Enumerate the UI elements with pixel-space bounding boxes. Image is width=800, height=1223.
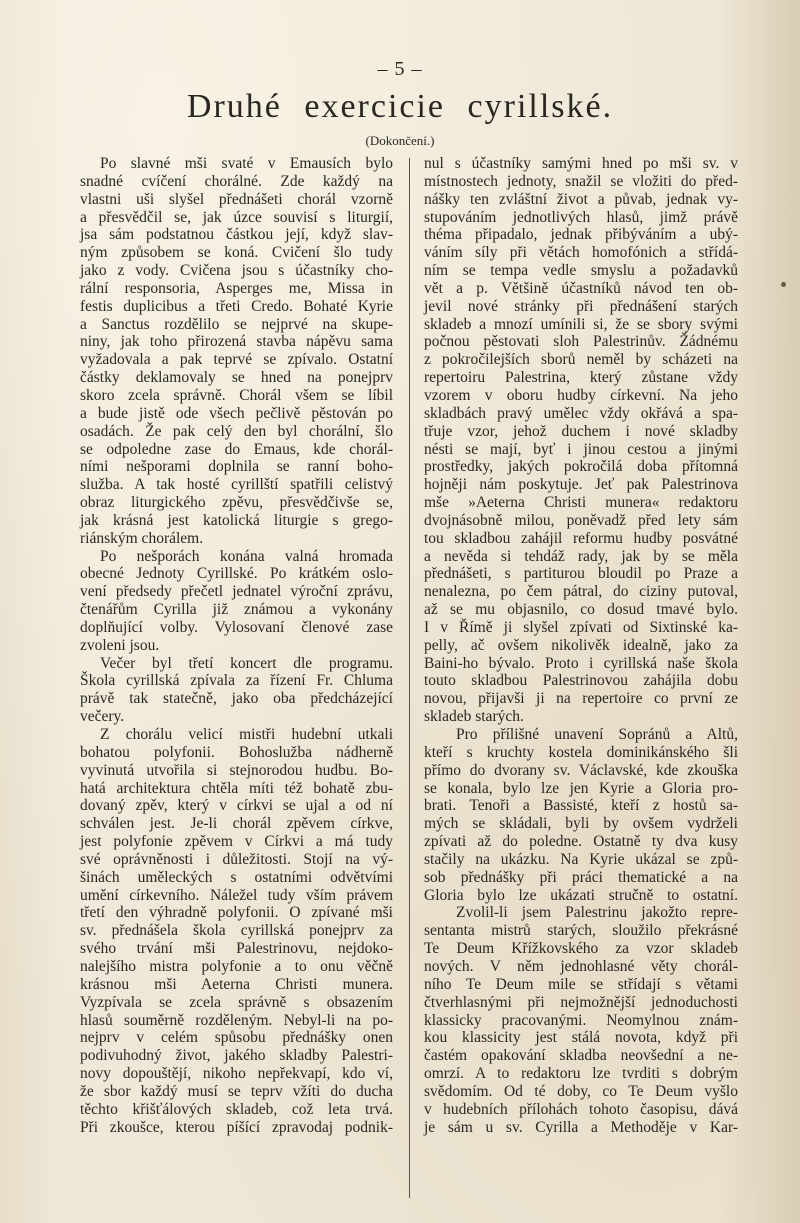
text-line: kteří s kruchty kostela dominikánského šli (424, 743, 738, 761)
text-line: brati. Tenoři a Bassisté, kteří z hostů sa- (424, 797, 738, 815)
article-title: Druhé exercicie cyrillské. (186, 88, 614, 125)
text-line: niny, jak toho přirozená stavba nápěvu sama (80, 333, 393, 351)
text-line: právě tak statečně, jako oba předcházející (80, 690, 393, 708)
text-line: počnou pěstovati sloh Palestrinův. Žádnému (424, 333, 738, 351)
text-line: prostředky, jakých pokročilá doba přítomná (424, 458, 738, 476)
text-line: Večer byl třetí koncert dle programu. (100, 654, 393, 672)
text-line: dvojnásobně milou, poněvadž před lety sám (424, 511, 738, 529)
text-line: podivuhodný život, jakého skladby Palestri- (80, 1047, 393, 1065)
text-line: nášky ten zvláštní život a půvab, jednak vy- (424, 190, 738, 208)
text-line: služba. A tak hosté cyrillští spatřili celistvý (80, 476, 393, 494)
text-line: svědomím. Od té doby, co Te Deum vyšlo (424, 1082, 738, 1100)
text-line: místnostech jednoty, snažil se vložiti do před- (424, 172, 738, 190)
text-line: je sám u sv. Cyrilla a Methoděje v Kar- (424, 1118, 738, 1136)
text-line: vzorem v oboru hudby církevní. Na jeho (424, 386, 738, 404)
text-line: svého trvání mši Palestrinovu, nejdoko- (80, 940, 393, 958)
text-line: omrzí. A to redaktoru lze tvrditi s dobrým (424, 1065, 738, 1083)
text-line: nésti se mají, byť i jinou cestou a jinými (424, 440, 738, 458)
text-line: nalejšího mistra polyfonie a to onu věčně (80, 957, 393, 975)
text-line: hatá architektura chtěla míti též bohatě zbu- (80, 779, 393, 797)
text-line: Te Deum Křížkovského za vzor skladeb (424, 940, 738, 958)
text-line: touto skladbou Palestrinovou zahájila dobu (424, 672, 738, 690)
text-line: jevil nové stránky při přednášení starých (424, 297, 738, 315)
page-number: – 5 – (377, 58, 423, 80)
text-line: se konala, bylo lze jen Kyrie a Gloria pro- (424, 779, 738, 797)
text-line: krásnou mši Aeterna Christi munera. (80, 975, 393, 993)
text-line: tou skladbou zahájil reformu hudby posvátné (424, 529, 738, 547)
text-line: repertoiru Palestrina, který zůstane vždy (424, 369, 738, 387)
text-line: třuje vzor, jehož duchem i nové skladby (424, 422, 738, 440)
text-line: sentanta mistrů starých, sloužilo překrásné (424, 922, 738, 940)
text-line: skoro zcela správně. Chorál všem se líbil (80, 386, 393, 404)
text-line: snadné cvíčení chorálné. Zde každý na (80, 172, 393, 190)
text-line: váním síly při větách homofónich a střídá- (424, 244, 738, 262)
text-line: vení předsedy přečetl jednatel výroční zprávu, (80, 583, 393, 601)
text-line: novy dopouštějí, nikoho nepřekvapí, kdo ví, (80, 1065, 393, 1083)
text-line: nejprv v celém spůsobu přednášky onen (80, 1029, 393, 1047)
text-line: Vyzpívala se zcela správně s obsazením (80, 993, 393, 1011)
column-divider (409, 158, 410, 1198)
text-line: riánským chorálem. (80, 529, 204, 547)
text-line: dovaný zpěv, který v církvi se ujal a od ní (80, 797, 393, 815)
text-line: Pro přílišné unavení Sopránů a Altů, (456, 726, 738, 743)
text-line: nul s účastníky samými hned po mši sv. v (424, 155, 738, 172)
text-line: Zvolil-li jsem Palestrinu jakožto repre- (456, 904, 738, 922)
text-line: jak krásná jest katolická liturgie s grego- (80, 511, 393, 529)
text-line: Baini-ho bývalo. Proto i cyrillská naše škola (424, 654, 738, 672)
text-line: nových. V něm jednohlasné věty chorál- (424, 957, 738, 975)
text-line: jako z vody. Cvičena jsou s účastníky cho- (80, 262, 393, 280)
text-line: skladeb starých. (424, 708, 524, 726)
text-line: osadách. Že pak celý den byl chorální, šlo (80, 422, 393, 440)
text-line: čtenářům Cyrilla již známou a vykonány (80, 601, 393, 619)
text-line: théma připadalo, jednak přibýváním a ubý- (424, 226, 738, 244)
text-line: že sbor každý musí se teprv vžíti do ducha (80, 1082, 393, 1100)
text-line: obraz liturgického zpěvu, přesvědčivše se, (80, 494, 393, 512)
text-line: přednášeti, s partiturou bloudil po Praze a (424, 565, 738, 583)
text-line: těchto křišťálových skladeb, což leta trvá. (80, 1100, 393, 1118)
text-line: vlastni uši slyšel přednášeti chorál vzorně (80, 190, 393, 208)
text-line: hlasů souměrně rozděleným. Nebyl-li na po- (80, 1011, 393, 1029)
text-line: ným způsobem se koná. Cvičení šlo tudy (80, 244, 393, 262)
text-line: a bude jistě ode všech pečlivě pěstován po (80, 404, 393, 422)
text-line: I v Římě ji slyšel zpívati od Sixtinské ka- (424, 618, 738, 636)
text-line: Při zkoušce, kterou píšící zpravodaj podnik- (80, 1118, 393, 1136)
text-line: obecné Jednoty Cyrillské. Po krátkém oslo- (80, 565, 393, 583)
text-line: nenalezna, po čem pátral, do ciziny putoval, (424, 583, 738, 601)
text-line: novou, přijavši ji na repertoire co první ze (424, 690, 738, 708)
text-line: své oprávněnosti i důležitosti. Stojí na vý- (80, 850, 393, 868)
text-line: a přesvědčil se, jak úzce souvisí s liturgií, (80, 208, 393, 226)
text-line: a nevěda si tehdáž rady, jak by se měla (424, 547, 738, 565)
text-line: skladeb a mnozí umínili si, že se sbory svými (424, 315, 738, 333)
text-line: večery. (80, 708, 125, 726)
right-column (424, 155, 738, 1136)
text-line: bohatou polyfonii. Bohoslužba nádherně (80, 743, 393, 761)
text-line: sob přednášky při práci thematické a na (424, 868, 738, 886)
text-line: v hudebních přílohách tohoto časopisu, dává (424, 1100, 738, 1118)
text-line: Po nešporách konána valná hromada (100, 547, 393, 565)
text-line: ními nešporami doplnila se ranní boho- (80, 458, 393, 476)
text-line: ním se tempa vedle smyslu a požadavků (424, 262, 738, 280)
text-line: mých se skládali, byli by ovšem vydrželi (424, 815, 738, 833)
text-line: ního Te Deum mile se střídají s větami (424, 975, 738, 993)
text-line: se odpoledne zase do Emaus, kde chorál- (80, 440, 393, 458)
text-line: častém opakování skladba neovšední a ne- (424, 1047, 738, 1065)
text-line: z pokročilejších sborů neměl by scházeti na (424, 351, 738, 369)
text-line: Gloria bylo lze ukázati stručně to ostatní. (424, 886, 738, 904)
text-line: jest polyfonie zpěvem v Církvi a má tudy (80, 833, 393, 851)
text-line: vyvinutá utvořila si stejnorodou hudbu. Bo- (80, 761, 393, 779)
text-line: mše »Aeterna Christi munera« redaktoru (424, 494, 738, 512)
text-line: zvoleni jsou. (80, 636, 160, 654)
text-line: stupováním jednotlivých hlasů, jimž právě (424, 208, 738, 226)
text-line: Škola cyrillská zpívala za řízení Fr. Chluma (80, 672, 393, 690)
ink-spot (781, 282, 786, 287)
text-line: Po slavné mši svaté v Emausích bylo (100, 155, 393, 172)
text-line: klassicky pracovanými. Neomylnou znám- (424, 1011, 738, 1029)
text-line: zpívati až do poledne. Ostatně ty dva kusy (424, 833, 738, 851)
text-line: až se mu objasnilo, co dosud tmavé bylo. (424, 601, 738, 619)
text-line: částky deklamovaly se hned na ponejprv (80, 369, 393, 387)
text-line: doplňující volby. Vylosovaní členové zase (80, 618, 393, 636)
text-line: pelly, ač ovšem nikolivěk idealně, jako za (424, 636, 738, 654)
text-line: umění církevního. Náležel tudy vším právem (80, 886, 393, 904)
text-line: Z chorálu velicí mistři hudební utkali (100, 726, 393, 743)
text-line: skladbách pravý umělec vždy okřává a spa- (424, 404, 738, 422)
text-line: schválen jest. Je-li chorál zpěvem církve, (80, 815, 393, 833)
text-line: stačily na ukázku. Na Kyrie ukázal se způ- (424, 850, 738, 868)
text-line: třetí den výhradně polyfonii. O zpívané mši (80, 904, 393, 922)
text-line: a Sanctus rozdělilo se nejprvé na skupe- (80, 315, 393, 333)
text-line: kou klassicity jest stálá novota, když při (424, 1029, 738, 1047)
text-line: hojněji nám poskytuje. Jeť pak Palestrinova (424, 476, 738, 494)
text-line: čtverhlasnými při nejmožnější jednoduchosti (424, 993, 738, 1011)
text-line: sv. přednášela škola cyrillská ponejprv za (80, 922, 393, 940)
text-line: jsa sám podstatnou částkou její, když slav- (80, 226, 393, 244)
text-line: přímo do dvorany sv. Václavské, kde zkouška (424, 761, 738, 779)
text-line: rální responsoria, Asperges me, Missa in (80, 279, 393, 297)
article-subtitle: (Dokončení.) (365, 133, 435, 148)
text-line: vět a p. Většině účastníků návod ten ob- (424, 279, 738, 297)
text-line: festis duplicibus a třeti Credo. Bohaté Kyrie (80, 297, 393, 315)
text-line: vyžadovala a pak teprvé se zpívalo. Ostatní (80, 351, 393, 369)
text-line: šinách uměleckých s ostatními odvětvími (80, 868, 393, 886)
left-column (80, 155, 393, 1136)
